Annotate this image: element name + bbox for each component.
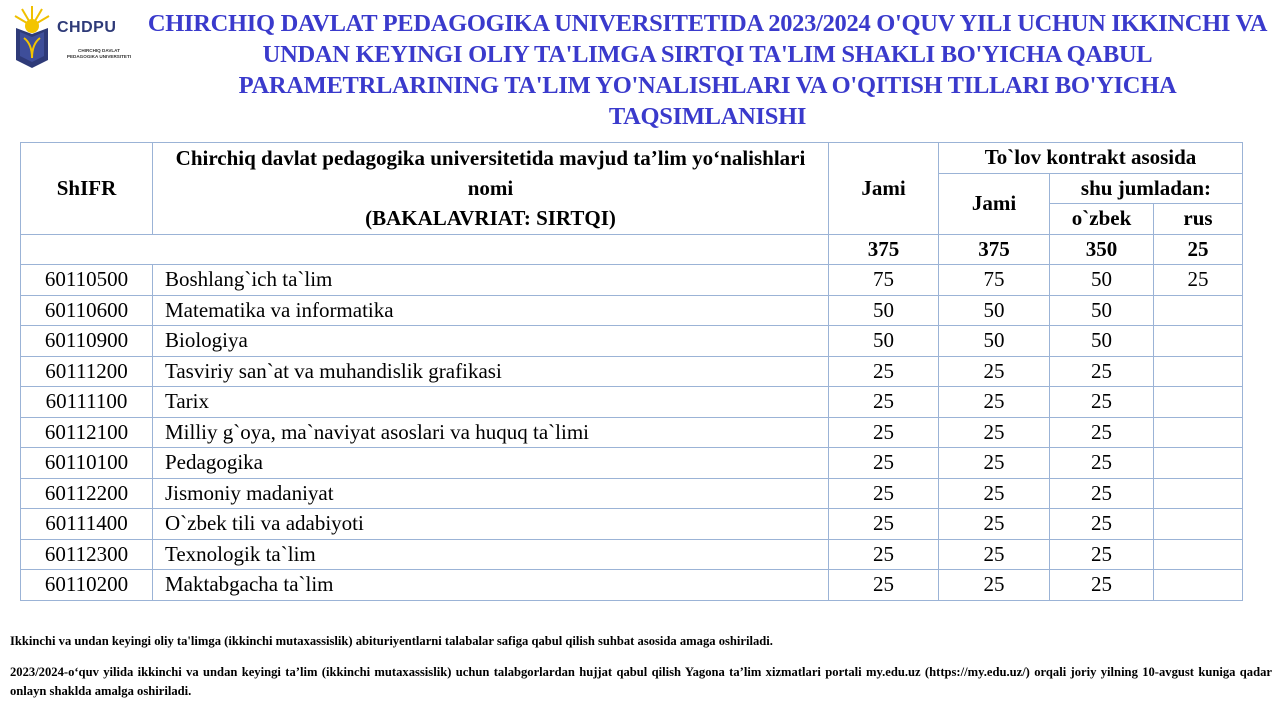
row-russian xyxy=(1154,417,1243,448)
row-contract-total: 25 xyxy=(939,356,1050,387)
logo-emblem-icon xyxy=(10,4,130,70)
row-uzbek: 25 xyxy=(1050,448,1154,479)
row-code: 60110100 xyxy=(21,448,153,479)
row-russian xyxy=(1154,326,1243,357)
header-total: Jami xyxy=(829,143,939,235)
row-code: 60111400 xyxy=(21,509,153,540)
row-russian xyxy=(1154,295,1243,326)
row-uzbek: 25 xyxy=(1050,478,1154,509)
header-uzbek: o`zbek xyxy=(1050,204,1154,235)
row-total: 50 xyxy=(829,326,939,357)
row-code: 60110600 xyxy=(21,295,153,326)
row-code: 60110500 xyxy=(21,265,153,296)
row-name: Tasviriy san`at va muhandislik grafikasi xyxy=(153,356,829,387)
row-total: 50 xyxy=(829,295,939,326)
footer-note-interview: Ikkinchi va undan keyingi oliy ta'limga (ikkinchi mutaxassislik) abituriyentlarni talabalar safiga qabul qilish suhbat asosida amaga oshiriladi. xyxy=(10,634,773,648)
totals-row xyxy=(21,234,1243,265)
row-code: 60112100 xyxy=(21,417,153,448)
row-uzbek: 25 xyxy=(1050,387,1154,418)
row-name: O`zbek tili va adabiyoti xyxy=(153,509,829,540)
row-russian xyxy=(1154,478,1243,509)
row-russian xyxy=(1154,387,1243,418)
row-contract-total: 25 xyxy=(939,509,1050,540)
row-contract-total: 25 xyxy=(939,478,1050,509)
university-logo xyxy=(10,4,130,70)
row-code: 60110200 xyxy=(21,570,153,601)
header-including: shu jumladan: xyxy=(1050,173,1243,204)
footer-note-portal: 2023/2024-o‘quv yilida ikkinchi va undan keyingi ta’lim (ikkinchi mutaxassislik) uchun talabgorlardan hujjat qabul qilish Yagona ta’lim xizmatlari portali my.edu.uz (https://my.edu.uz/) orqali joriy yilning 10-avgust kuniga qadar onlayn shaklda amalga oshiriladi. xyxy=(10,665,1272,698)
row-code: 60111200 xyxy=(21,356,153,387)
table-row xyxy=(21,265,1243,296)
row-russian xyxy=(1154,356,1243,387)
row-name: Texnologik ta`lim xyxy=(153,539,829,570)
totals-contract-total: 375 xyxy=(939,234,1050,265)
header-name xyxy=(153,143,829,235)
row-code: 60112200 xyxy=(21,478,153,509)
row-russian xyxy=(1154,448,1243,479)
table-row xyxy=(21,539,1243,570)
row-contract-total: 25 xyxy=(939,417,1050,448)
row-uzbek: 50 xyxy=(1050,295,1154,326)
table-row xyxy=(21,387,1243,418)
row-uzbek: 25 xyxy=(1050,539,1154,570)
row-total: 25 xyxy=(829,539,939,570)
row-code: 60110900 xyxy=(21,326,153,357)
row-name: Boshlang`ich ta`lim xyxy=(153,265,829,296)
totals-total: 375 xyxy=(829,234,939,265)
row-contract-total: 25 xyxy=(939,387,1050,418)
row-total: 25 xyxy=(829,417,939,448)
row-code: 60112300 xyxy=(21,539,153,570)
header-contract-total: Jami xyxy=(939,173,1050,234)
row-total: 25 xyxy=(829,387,939,418)
logo-subtitle: CHIRCHIQ DAVLAT PEDAGOGIKA UNIVERSITETI xyxy=(66,48,132,59)
row-contract-total: 25 xyxy=(939,448,1050,479)
row-total: 25 xyxy=(829,478,939,509)
row-code: 60111100 xyxy=(21,387,153,418)
row-uzbek: 25 xyxy=(1050,509,1154,540)
row-russian xyxy=(1154,539,1243,570)
table-row xyxy=(21,356,1243,387)
header-name-line1: Chirchiq davlat pedagogika universitetida mavjud ta’lim yo‘nalishlari nomi xyxy=(175,146,806,201)
row-uzbek: 50 xyxy=(1050,326,1154,357)
row-contract-total: 50 xyxy=(939,326,1050,357)
row-uzbek: 25 xyxy=(1050,417,1154,448)
row-total: 75 xyxy=(829,265,939,296)
table-row xyxy=(21,570,1243,601)
header-name-line2: (BAKALAVRIAT: SIRTQI) xyxy=(365,206,616,231)
row-name: Pedagogika xyxy=(153,448,829,479)
totals-uzbek: 350 xyxy=(1050,234,1154,265)
table-row xyxy=(21,295,1243,326)
header-code: ShIFR xyxy=(21,143,153,235)
row-total: 25 xyxy=(829,570,939,601)
row-contract-total: 25 xyxy=(939,539,1050,570)
row-uzbek: 50 xyxy=(1050,265,1154,296)
row-contract-total: 25 xyxy=(939,570,1050,601)
row-total: 25 xyxy=(829,509,939,540)
row-russian: 25 xyxy=(1154,265,1243,296)
row-name: Matematika va informatika xyxy=(153,295,829,326)
totals-label xyxy=(21,234,829,265)
header-russian: rus xyxy=(1154,204,1243,235)
row-name: Maktabgacha ta`lim xyxy=(153,570,829,601)
row-uzbek: 25 xyxy=(1050,570,1154,601)
row-name: Biologiya xyxy=(153,326,829,357)
row-russian xyxy=(1154,509,1243,540)
totals-russian: 25 xyxy=(1154,234,1243,265)
admission-table xyxy=(20,142,1243,601)
table-row xyxy=(21,326,1243,357)
logo-text: CHDPU xyxy=(57,19,117,36)
row-uzbek: 25 xyxy=(1050,356,1154,387)
row-contract-total: 75 xyxy=(939,265,1050,296)
table-row xyxy=(21,509,1243,540)
row-total: 25 xyxy=(829,356,939,387)
row-name: Jismoniy madaniyat xyxy=(153,478,829,509)
header-contract: To`lov kontrakt asosida xyxy=(939,143,1243,174)
row-name: Tarix xyxy=(153,387,829,418)
table-row xyxy=(21,478,1243,509)
page-title: CHIRCHIQ DAVLAT PEDAGOGIKA UNIVERSITETIDA 2023/2024 O'QUV YILI UCHUN IKKINCHI VA UNDAN KEYINGI OLIY TA'LIMGA SIRTQI TA'LIM SHAKLI BO'YICHA QABUL PARAMETRLARINING TA'LIM YO'NALISHLARI VA O'QITISH TILLARI BO'YICHA TAQSIMLANISHI xyxy=(147,10,1268,130)
row-name: Milliy g`oya, ma`naviyat asoslari va huquq ta`limi xyxy=(153,417,829,448)
table-row xyxy=(21,448,1243,479)
row-contract-total: 50 xyxy=(939,295,1050,326)
table-row xyxy=(21,417,1243,448)
row-russian xyxy=(1154,570,1243,601)
row-total: 25 xyxy=(829,448,939,479)
